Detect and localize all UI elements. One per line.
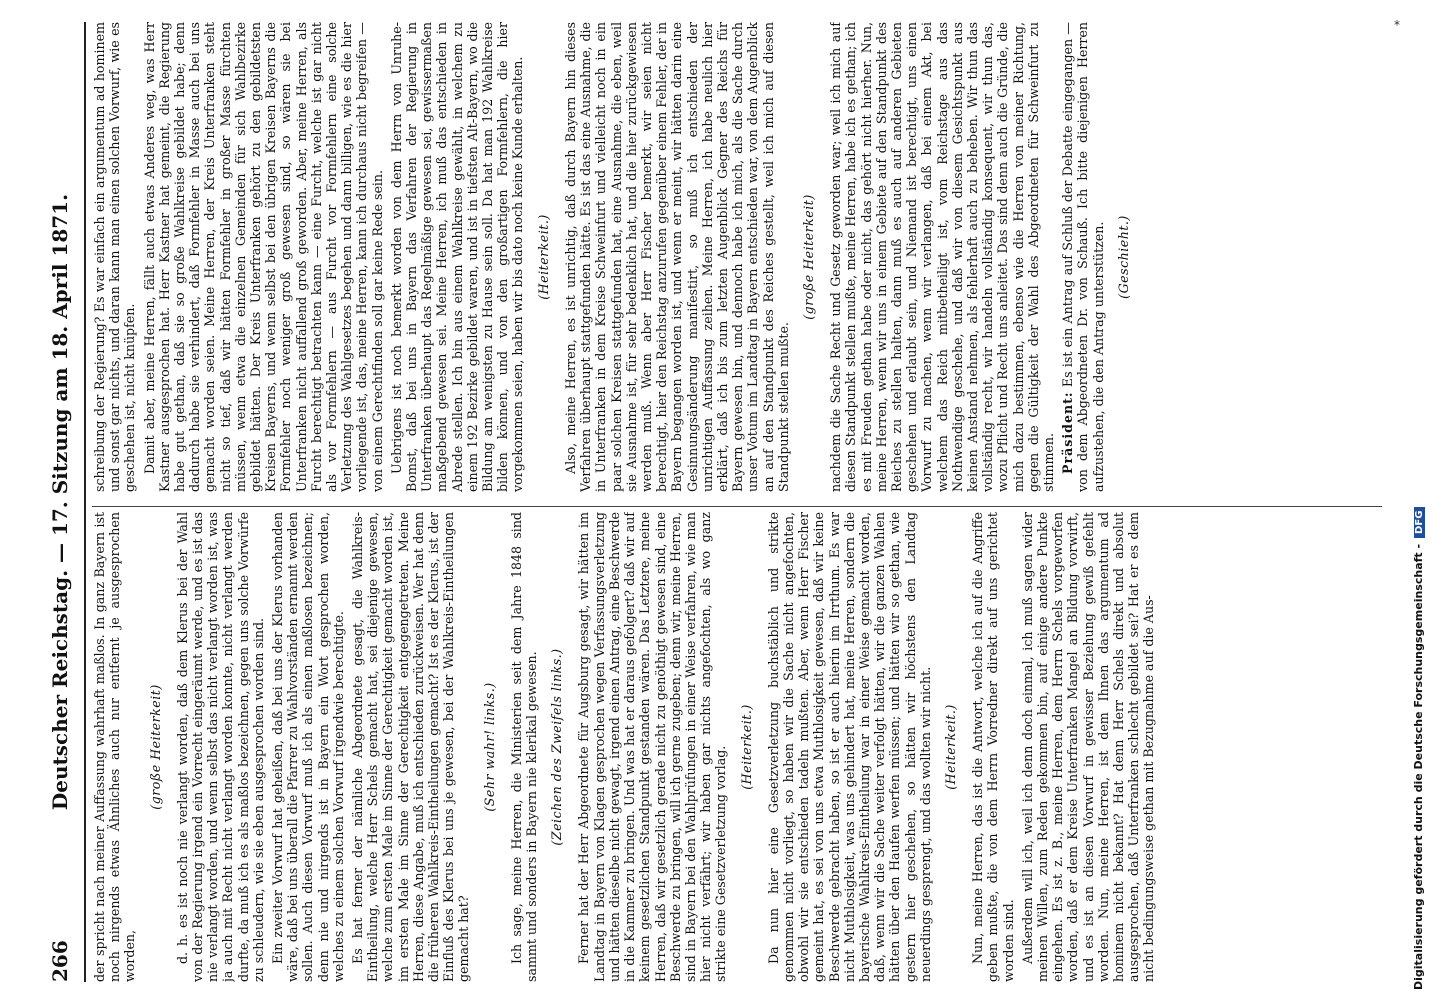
paragraph: schreibung der Regierung? Es war einfach ein argumentum ad hominem und sonst gar nichts, und daran kann man einen solchen Vorwurf, wie es geschehen ist, nicht knüpfen. [92,22,138,492]
interjection: (Heiterkeit.) [942,704,958,790]
interjection: (große Heiterkeit) [800,194,816,320]
paragraph: nachdem die Sache Recht und Gesetz geworden war; weil ich mich auf diesen Standpunkt stellen mußte, meine Herren, habe ich es gethan; ich es mit Freuden gethan habe oder nicht, das gehört nicht hierher. Nun, meine Herren, wenn wir uns in einem Gebiete auf den Standpunkt des Reiches zu stellen halten, dann muß es auch auf anderen Gebieten geschehen und erlaubt sein, und Niemand ist berechtigt, uns einen Vorwurf zu machen, wenn wir verlangen, daß bei einem Akt, bei welchem das Reich mitbetheiligt ist, vom Reichstage aus das Nothwendige geschehe, und daß wir von diesem Gesichtspunkt aus keinen Anstand nehmen, als fehlerhaft auch zu beheben. Wir thun das vollständig recht, wir handeln vollständig konsequent, wir thun das, wozu Pflicht und Recht uns anleitet. Das sind denn auch die Gründe, die mich dazu bestimmen, ebenso wie die Herren von meiner Richtung, gegen die Gültigkeit der Wahl des Abgeordneten für Schweinfurt zu stimmen. [828,22,1056,492]
paragraph: Also, meine Herren, es ist unrichtig, daß durch Bayern hin dieses Verfahren überhaupt stattgefunden hätte. Es ist das eine Ausnahme, die in Unterfranken in dem Kreise Schweinfurt und vielleicht noch in ein paar solchen Kreisen stattgefunden hat, eine Ausnahme, die eben, weil sie Ausnahme ist, für sehr bedenklich hat, und die hier zurückgewiesen werden muß. Wenn aber Herr Fischer bemerkt, wir seien nicht berechtigt, hier den Reichstag anzurufen gegenüber einem Fehler, der in Bayern begangen worden ist, und wenn er meint, wir hätten darin eine Gesinnungsänderung manifestirt, so muß ich entschieden der unrichtigen Auffassung zeihen. Meine Herren, ich habe neulich hier erklärt, daß ich bis zum letzten Augenblick Gegner des Reichs für Bayern gewesen bin, und dennoch habe ich mich, als die Sache durch unser Votum im Landtag in Bayern entschieden war, von dem Augenblick an auf den Standpunkt des Reiches gestellt, weil ich mich auf diesen Standpunkt stellen mußte. [562,22,791,492]
paragraph: Damit aber, meine Herren, fällt auch etwas Anderes weg, was Herr Kastner ausgesprochen hat. Herr Kastner hat gemeint, die Regierung habe gut gethan, daß sie so große Wahlkreise gebildet habe; denn dadurch habe sie verhindert, daß Formfehler in Masse auch bei uns gemacht worden seien. Meine Herren, der Kreis Unterfranken steht nicht so tief, daß wir hätten Formfehler in großer Masse fürchten müssen, wenn etwa die einzelnen Gemeinden für sich Wahlbezirke gebildet hätten. Der Kreis Unterfranken gehört zu den gebildetsten Kreisen Bayerns, und wenn selbst bei den übrigen Kreisen Bayerns die Formfehler noch weniger groß gewesen sind, so wären sie bei Unterfranken nicht auffallend groß geworden. Aber, meine Herren, als Furcht berechtigt betrachten kann — eine Furcht, welche ist gar nicht als vor Formfehlern — aus Furcht vor Formfehlern eine solche Verletzung des Wahlgesetzes begehen und dann billigen, wie es die hier vorliegende ist, das, meine Herren, kann ich durchaus nicht begreifen — von einem Gerechtfinden soll gar keine Rede sein. [141,22,385,492]
paragraph: d. h. es ist noch nie verlangt worden, daß dem Klerus bei der Wahl von der Regierung irgend ein Vorrecht eingeräumt werde, und es ist das nie verlangt worden, und wenn selbst das nicht verlangt worden ist, was ja auch mit Recht nicht verlangt worden konnte, nicht verlangt werden durfte, da muß ich es als maßlos bezeichnen, gegen uns solche Vorwürfe zu schleudern, wie sie eben ausgesprochen worden sind. [174,512,266,982]
paragraph: Da nun hier eine Gesetzverletzung buchstäblich und strikte genommen nicht vorliegt, so haben wir die Sache nicht angefochten, obwohl wir sie entschieden tadeln mußten. Aber, wenn Herr Fischer gemeint hat, es sei von uns etwa Muthlosigkeit gewesen, daß wir keine Beschwerde gebracht haben, so ist er auch hierin im Irrthum. Es war nicht Muthlosigkeit, was uns gehindert hat, meine Herren, sondern die bayerische Wahlkreis-Eintheilung war in einer Weise gemacht worden, daß, wenn wir die Sache weiter verfolgt hätten, wir die ganzen Wahlen hätten über den Haufen werfen müssen; und hätten wir so gethan, wie gestern hier geschehen, so hätten wir höchstens den Landtag neuerdings gesprengt, und das wollten wir nicht. [765,512,933,982]
interjection: (Heiterkeit.) [738,704,754,790]
interjection: (Geschieht.) [1115,215,1131,299]
paragraph: Uebrigens ist noch bemerkt worden von dem Herrn von Unruhe-Bomst, daß bei uns in Bayern das Verfahren der Regierung in Unterfranken überhaupt das Regelmäßige gewesen sei, gewissermaßen maßgebend gewesen sei. Meine Herren, ich muß das entschieden in Abrede stellen. Ich bin aus einem Wahlkreise gewählt, in welchem zu einem 192 Bezirke gebildet waren, und ist in tiefsten Alt-Bayern, wo die Bildung am wenigsten zu Hause sein soll. Da hat man 192 Wahlkreise bilden können, und von den großartigen Formfehlern, die hier vorgekommen seien, haben wir bis dato noch keine Kunde erhalten. [388,22,526,492]
right-column [92,22,1382,492]
paragraph: Ein zweiter Vorwurf hat geheißen, daß bei uns der Klerus vorhanden wäre, daß bei uns überall die Pfarrer zu Wahlvorständen ernannt werden sollen. Auch diesen Vorwurf muß ich als einen maßlosen bezeichnen; denn nie und nirgends ist in Bayern ein Wort gesprochen worden, welches zu einem solchen Vorwurf irgendwie berechtigte. [270,512,346,982]
interjection: (Zeichen des Zweifels links.) [549,648,565,846]
paragraph: der spricht nach meiner Auffassung wahrhaft maßlos. In ganz Bayern ist noch nirgends etwas Ähnliches auch nur entfernt je ausgesprochen worden, [92,512,138,982]
interjection: (Sehr wahr! links.) [481,682,497,812]
page-header [48,22,82,982]
interjection: (Heiterkeit.) [535,214,551,300]
paragraph: Nun, meine Herren, das ist die Antwort, welche ich auf die Angriffe geben mußte, die von dem Herrn Vorredner direkt auf uns gerichtet worden sind. [970,512,1016,982]
paragraph: Es hat ferner der nämliche Abgeordnete gesagt, die Wahlkreis-Eintheilung, welche Herr Schels gemacht hat, sei diejenige gewesen, welche zum ersten Male im Sinne der Gerechtigkeit gemacht worden ist, im ersten Male im Sinne der Gerechtigkeit entgegengetreten. Meine Herren, diese Angabe, muß ich entschieden zurückweisen. Wer hat denn die früheren Wahlkreis-Eintheilungen gemacht? Ist es der Klerus, ist der Einfluß des Klerus bei uns je gewesen, bei der Wahlkreis-Eintheilungen gemacht hat? [350,512,472,982]
paragraph: Außerdem will ich, weil ich denn doch einmal, ich muß sagen wider meinen Willen, zum Reden gekommen bin, auf einige andere Punkte eingehen. Es ist z. B., meine Herren, dem Herrn Schels vorgeworfen worden, daß er dem Kreise Unterfranken Mangel an Bildung vorwirft, und es ist an diesen Vorwurf in gewisser Beziehung gewiß gefehlt worden. Nun, meine Herren, ist dem Ihnen das argumentum ad hominem nicht bekannt? Hat denn Herr Schels direkt und absolut ausgesprochen, daß Unterfranken schlecht gebildet sei? Hat er es dem nicht bedingungsweise gethan mit Bezugnahme auf die Aus- [1019,512,1157,982]
scan-mark: * [1394,18,1400,32]
column-divider [92,506,1382,507]
dfg-logo: DFG [1414,507,1425,538]
digitization-credit [1412,10,1430,990]
rotated-page-content [40,0,1400,1000]
interjection: (große Heiterkeit) [147,684,163,810]
speech-text: Es ist ein Antrag auf Schluß der Debatte eingegangen — von dem Abgeordneten Dr. von Schauß. Ich bitte diejenigen Herren aufzustehen, die den Antrag unterstützen. [1060,22,1106,492]
left-column [92,512,1382,982]
president-paragraph [1060,22,1106,492]
header-rule [84,22,86,982]
paragraph: Ich sage, meine Herren, die Ministerien seit dem Jahre 1848 sind sammt und sonders in Bayern nie klerikal gewesen. [508,512,540,982]
running-title: Deutscher Reichstag. — 17. Sitzung am 18. April 1871. [48,193,72,811]
credit-text: Digitalisierung gefördert durch die Deutsche Forschungsgemeinschaft - [1412,543,1425,990]
page-number: 266 [48,940,72,982]
paragraph: Ferner hat der Herr Abgeordnete für Augsburg gesagt, wir hätten im Landtag in Bayern von Klagen gesprochen wegen Verfassungsverletzung und hätten dieselbe nicht gewagt, irgend einen Antrag, eine Beschwerde in die Kammer zu bringen. Und was hat er daraus gefolgert? daß wir auf keinem gesetzlichen Standpunkt gestanden wären. Das Letztere, meine Herren, daß wir gesetzlich gerade nicht zu genöthigt gewesen sind, eine Beschwerde zu bringen, will ich gerne zugeben; denn wir, meine Herren, sind in Bayern bei den Wahlprüfungen in einer Weise verfahren, wie man hier nicht verfährt; wir haben gar nichts angefochten, als wo ganz strikte eine Gesetzverletzung vorlag. [576,512,729,982]
speaker-name: Präsident: [1060,391,1076,474]
